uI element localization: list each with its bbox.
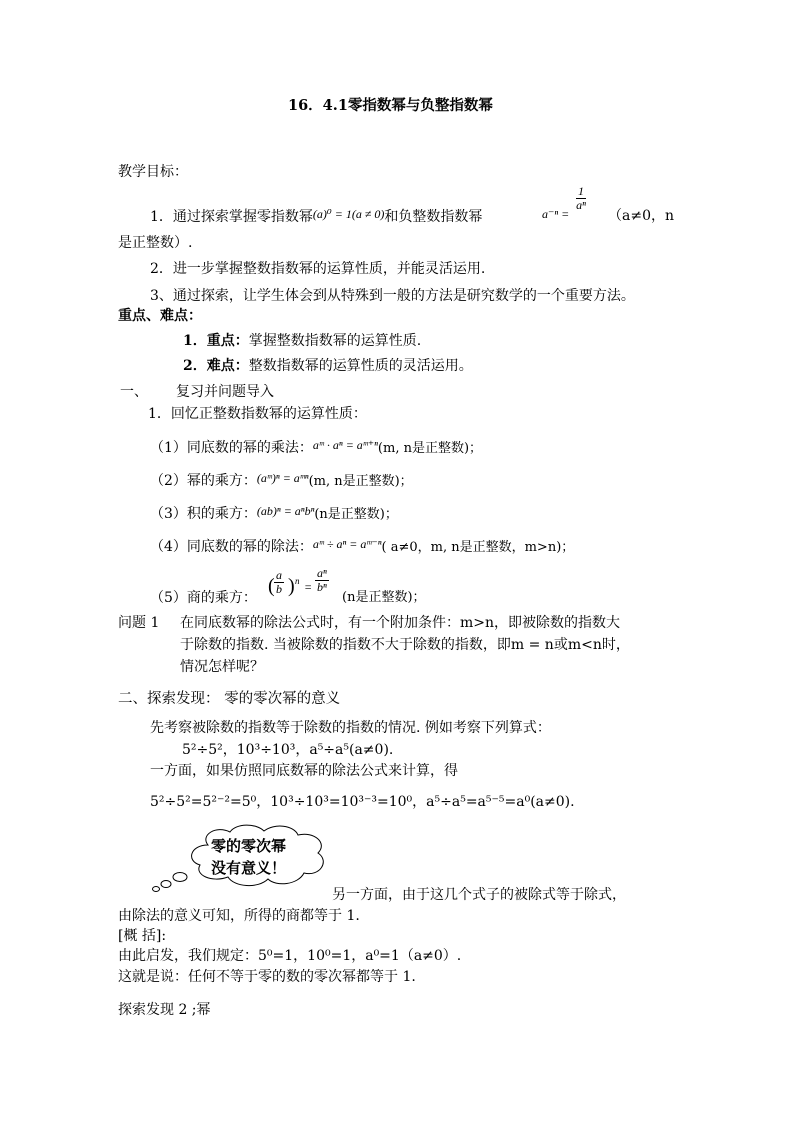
recall-line: 1．回忆正整数指数幂的运算性质： bbox=[148, 406, 367, 422]
cloud-line-1: 零的零次幂 bbox=[211, 837, 287, 855]
rule-5-label: （5）商的乘方： bbox=[150, 590, 257, 606]
section-1-title: 复习并问题导入 bbox=[176, 384, 274, 400]
rule-3-condition: (n是正整数)； bbox=[314, 507, 398, 522]
negative-exponent-fraction bbox=[576, 185, 586, 212]
goals-heading: 教学目标： bbox=[118, 164, 188, 180]
other-side-line-1: 另一方面，由于这几个式子的被除式等于除式， bbox=[332, 887, 626, 903]
section-2-heading: 二、探索发现： 零的零次幂的意义 bbox=[118, 691, 341, 707]
explore-intro: 先考察被除数的指数等于除数的指数的情况. 例如考察下列算式： bbox=[150, 720, 551, 736]
rule-2-condition: (m, n是正整数)； bbox=[308, 474, 413, 489]
goal-1 bbox=[150, 205, 482, 226]
question-1-line-2: 于除数的指数. 当被除数的指数不大于除数的指数，即m = n或m<n时， bbox=[180, 637, 630, 653]
rule-4 bbox=[150, 535, 574, 557]
explore-one-hand: 一方面，如果仿照同底数幂的除法公式来计算，得 bbox=[150, 763, 458, 779]
rule-2-formula: (aᵐ)ⁿ = aᵐⁿ bbox=[256, 471, 309, 485]
negative-exponent-lhs: a⁻ⁿ = bbox=[542, 207, 570, 221]
keypoint-1-text: 掌握整数指数幂的运算性质. bbox=[248, 333, 422, 349]
keypoints-heading: 重点、难点： bbox=[118, 308, 202, 324]
keypoint-2-text: 整数指数幂的运算性质的灵活运用。 bbox=[248, 358, 473, 374]
keypoint-1 bbox=[183, 332, 421, 350]
page-title: 16．4.1零指数幂与负整指数幂 bbox=[288, 97, 493, 114]
rule-1-label: （1）同底数的幂的乘法： bbox=[150, 440, 313, 456]
explore-next: 探索发现 2 ;幂 bbox=[118, 1002, 211, 1018]
goal-1-text-b: 和负整数指数幂 bbox=[384, 209, 483, 225]
thought-cloud-text bbox=[211, 835, 286, 879]
rule-1-condition: (m, n是正整数)； bbox=[377, 441, 483, 456]
goal-1-text-a: 1．通过探索掌握零指数幂 bbox=[150, 209, 313, 225]
question-1-line-3: 情况怎样呢？ bbox=[180, 659, 264, 675]
rule-4-label: （4）同底数的幂的除法： bbox=[150, 539, 313, 555]
rule-5-condition: (n是正整数)； bbox=[342, 590, 426, 605]
rule-3 bbox=[150, 502, 398, 524]
rule-1 bbox=[150, 436, 482, 458]
rule-4-condition: ( a≠0，m, n是正整数，m>n)； bbox=[381, 540, 575, 555]
rule-4-formula: aᵐ ÷ aⁿ = aᵐ⁻ⁿ bbox=[312, 537, 382, 551]
zero-exponent-formula: (a)⁰ = 1(a ≠ 0) bbox=[312, 207, 385, 221]
other-side-line-2: 由除法的意义可知，所得的商都等于 1. bbox=[118, 908, 360, 924]
question-1-line-1: 在同底数幂的除法公式时，有一个附加条件：m>n，即被除数的指数大 bbox=[180, 615, 621, 631]
rule-3-formula: (ab)ⁿ = aⁿbⁿ bbox=[256, 504, 315, 518]
summary-heading: [概 括]: bbox=[118, 928, 167, 944]
fraction-numerator: 1 bbox=[578, 184, 584, 198]
rule-3-label: （3）积的乘方： bbox=[150, 506, 257, 522]
keypoint-1-label: 1．重点： bbox=[183, 333, 249, 349]
keypoint-2 bbox=[183, 357, 473, 375]
goal-3: 3、通过探索，让学生体会到从特殊到一般的方法是研究数学的一个重要方法。 bbox=[150, 288, 635, 304]
rule-2 bbox=[150, 469, 413, 491]
rule-2-label: （2）幂的乘方： bbox=[150, 473, 257, 489]
goal-2: 2．进一步掌握整数指数幂的运算性质，并能灵活运用. bbox=[150, 261, 486, 277]
cloud-line-2: 没有意义！ bbox=[211, 859, 287, 877]
keypoint-2-label: 2．难点： bbox=[183, 358, 249, 374]
explore-calculation: 5²÷5²=5²⁻²=5⁰，10³÷10³=10³⁻³=10⁰，a⁵÷a⁵=a⁵⁻⁵=a⁰(a≠0). bbox=[150, 794, 575, 810]
goal-1-tail: 是正整数）. bbox=[118, 235, 193, 251]
summary-line-1: 由此启发，我们规定：5⁰=1，10⁰=1，a⁰=1（a≠0）. bbox=[118, 948, 462, 964]
goal-1-condition: （a≠0，n bbox=[608, 208, 675, 224]
summary-line-2: 这就是说：任何不等于零的数的零次幂都等于 1. bbox=[118, 969, 416, 985]
rule-1-formula: aᵐ · aⁿ = aᵐ⁺ⁿ bbox=[312, 438, 378, 452]
section-1-number: 一、 bbox=[120, 384, 148, 400]
question-1-label: 问题 1 bbox=[118, 615, 160, 631]
explore-examples: 5²÷5²，10³÷10³，a⁵÷a⁵(a≠0). bbox=[182, 742, 394, 758]
fraction-denominator: aⁿ bbox=[576, 198, 586, 212]
